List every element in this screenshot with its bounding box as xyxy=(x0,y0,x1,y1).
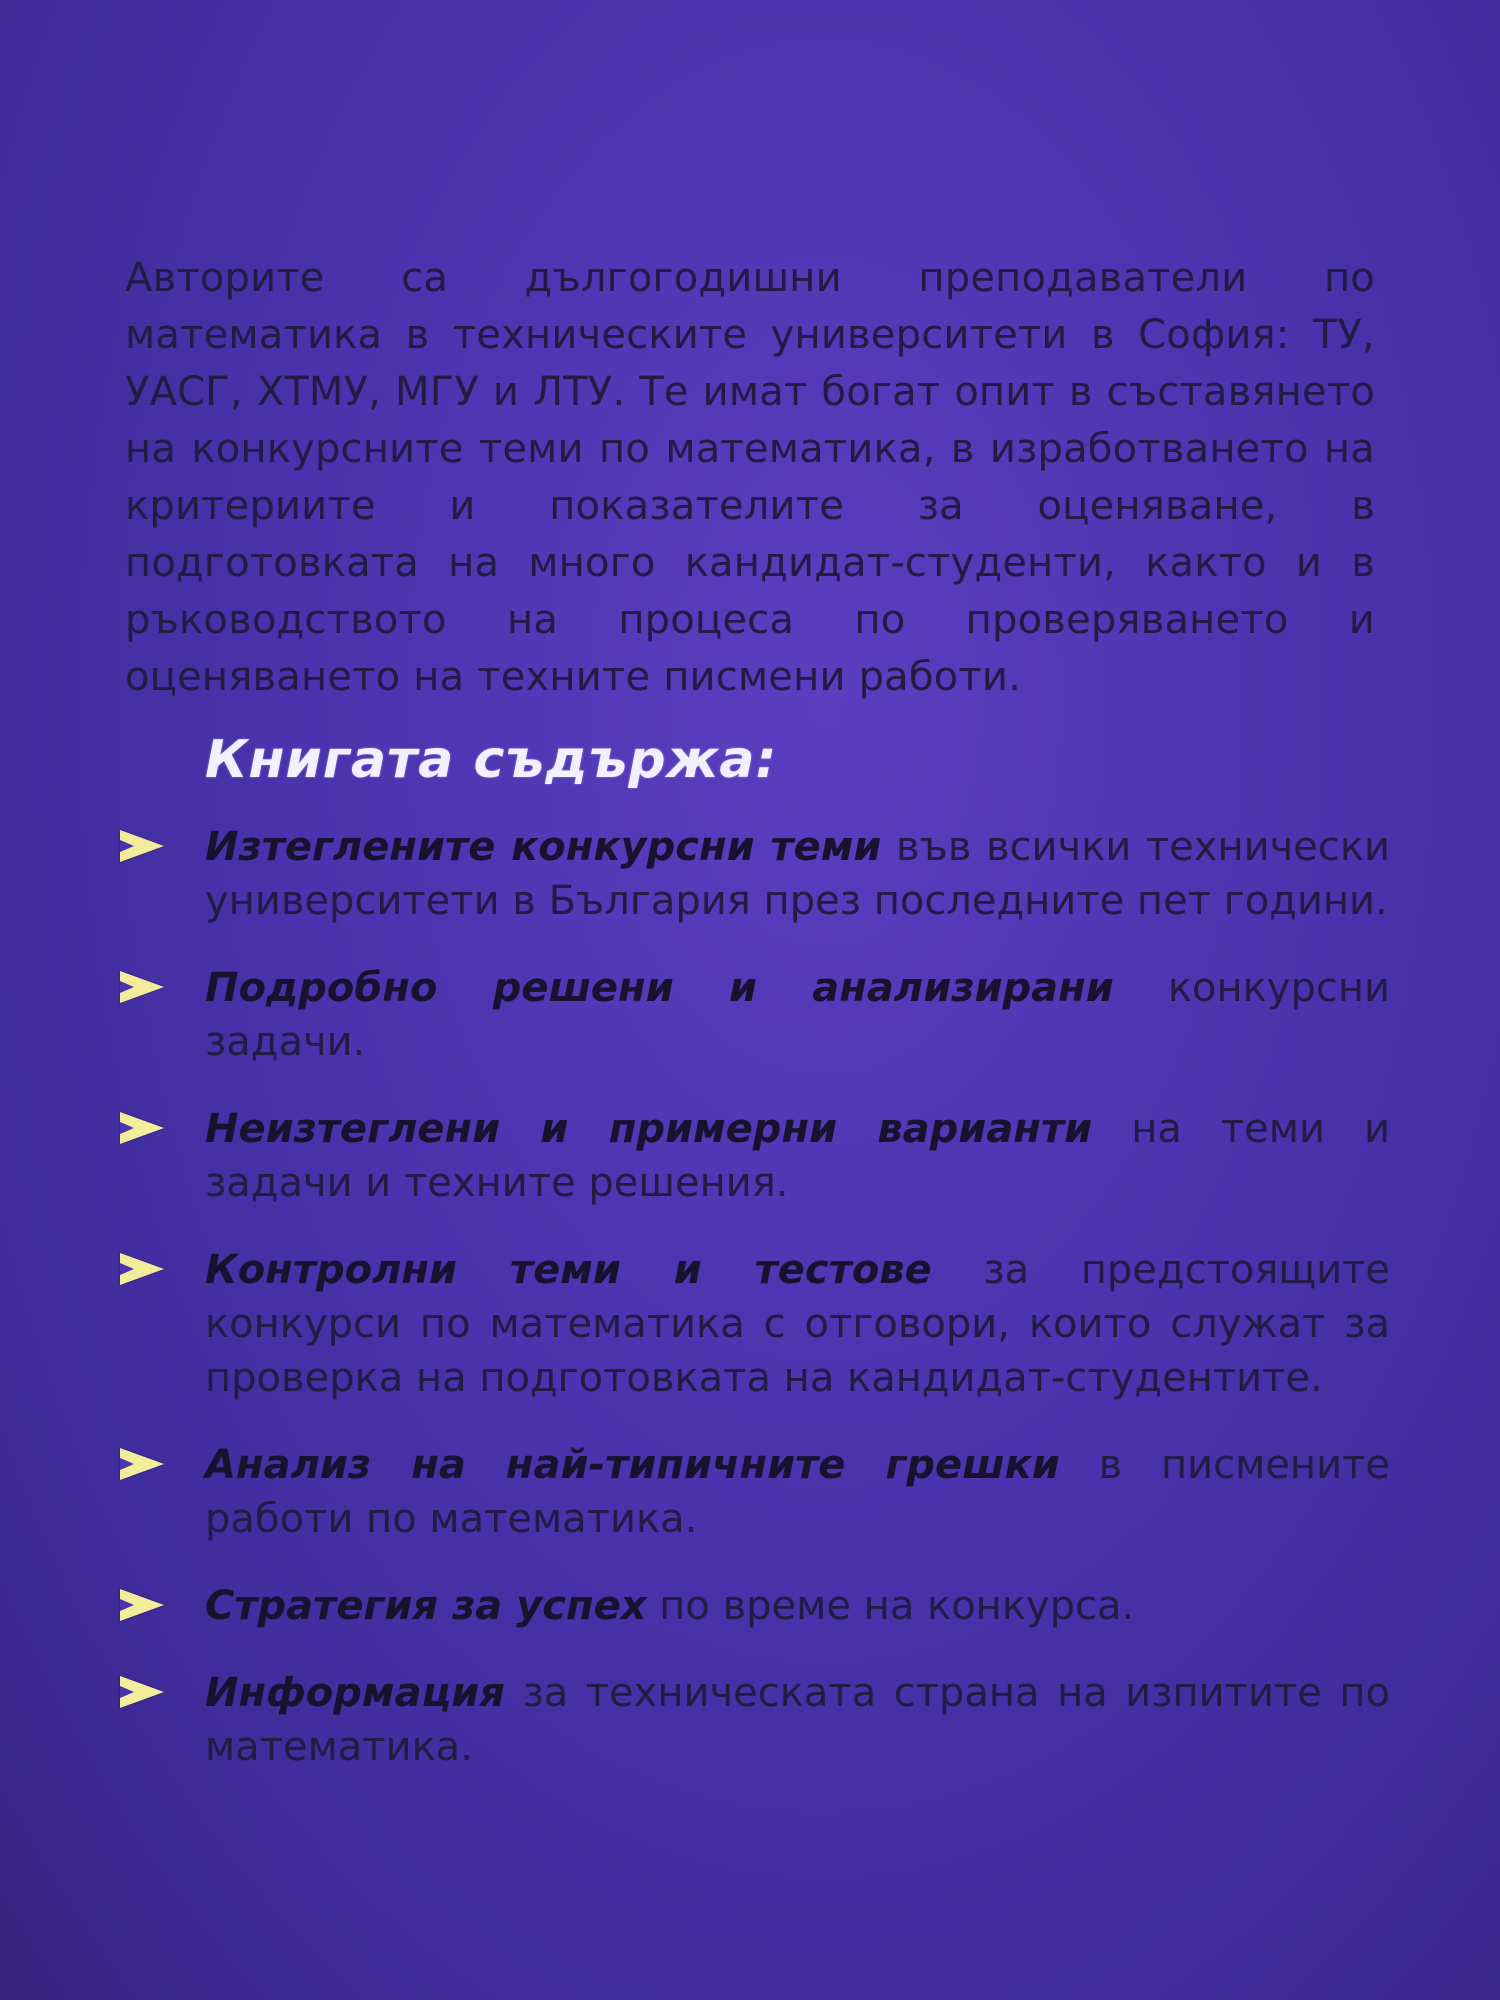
list-item xyxy=(110,1438,1390,1546)
list-item xyxy=(110,1666,1390,1774)
item-text: по време на конкурса. xyxy=(646,1583,1135,1629)
list-item xyxy=(110,1243,1390,1405)
arrow-bullet-icon xyxy=(120,1448,164,1480)
arrow-bullet-icon xyxy=(120,1589,164,1621)
contents-list xyxy=(110,820,1390,1807)
list-item xyxy=(110,961,1390,1069)
list-item xyxy=(110,1102,1390,1210)
list-item xyxy=(110,820,1390,928)
item-lead: Неизтеглени и примерни варианти xyxy=(205,1106,1093,1152)
arrow-bullet-icon xyxy=(120,971,164,1003)
item-lead: Стратегия за успех xyxy=(205,1583,647,1629)
item-lead: Информация xyxy=(205,1670,505,1716)
item-text: за техническата страна на изпитите по математика. xyxy=(205,1670,1390,1770)
item-lead: Анализ на най-типичните грешки xyxy=(205,1442,1060,1488)
arrow-bullet-icon xyxy=(120,1676,164,1708)
arrow-bullet-icon xyxy=(120,1253,164,1285)
arrow-bullet-icon xyxy=(120,830,164,862)
item-lead: Подробно решени и анализирани xyxy=(205,965,1114,1011)
item-text: във всички технически университети в България през последните пет години. xyxy=(205,824,1390,924)
item-text: конкурсни задачи. xyxy=(205,965,1390,1065)
list-item xyxy=(110,1579,1390,1633)
item-text: в писмените работи по математика. xyxy=(205,1442,1390,1542)
item-text: за предстоящите конкурси по математика с отговори, които служат за проверка на подготовката на кандидат-студентите. xyxy=(205,1247,1390,1401)
arrow-bullet-icon xyxy=(120,1112,164,1144)
item-lead: Изтеглените конкурсни теми xyxy=(205,824,882,870)
authors-paragraph: Авторите са дългогодишни преподаватели по математика в техническите университети в София: ТУ, УАСГ, ХТМУ, МГУ и ЛТУ. Те имат богат опит в съставянето на конкурсните теми по математика, в изработването на критериите и показателите за оценяване, в подготовката на много кандидат-студенти, както и в ръководството на процеса по проверяването и оценяването на техните писмени работи. xyxy=(125,255,1375,700)
contents-heading: Книгата съдържа: xyxy=(205,730,778,790)
item-text: на теми и задачи и техните решения. xyxy=(205,1106,1390,1206)
item-lead: Контролни теми и тестове xyxy=(205,1247,932,1293)
